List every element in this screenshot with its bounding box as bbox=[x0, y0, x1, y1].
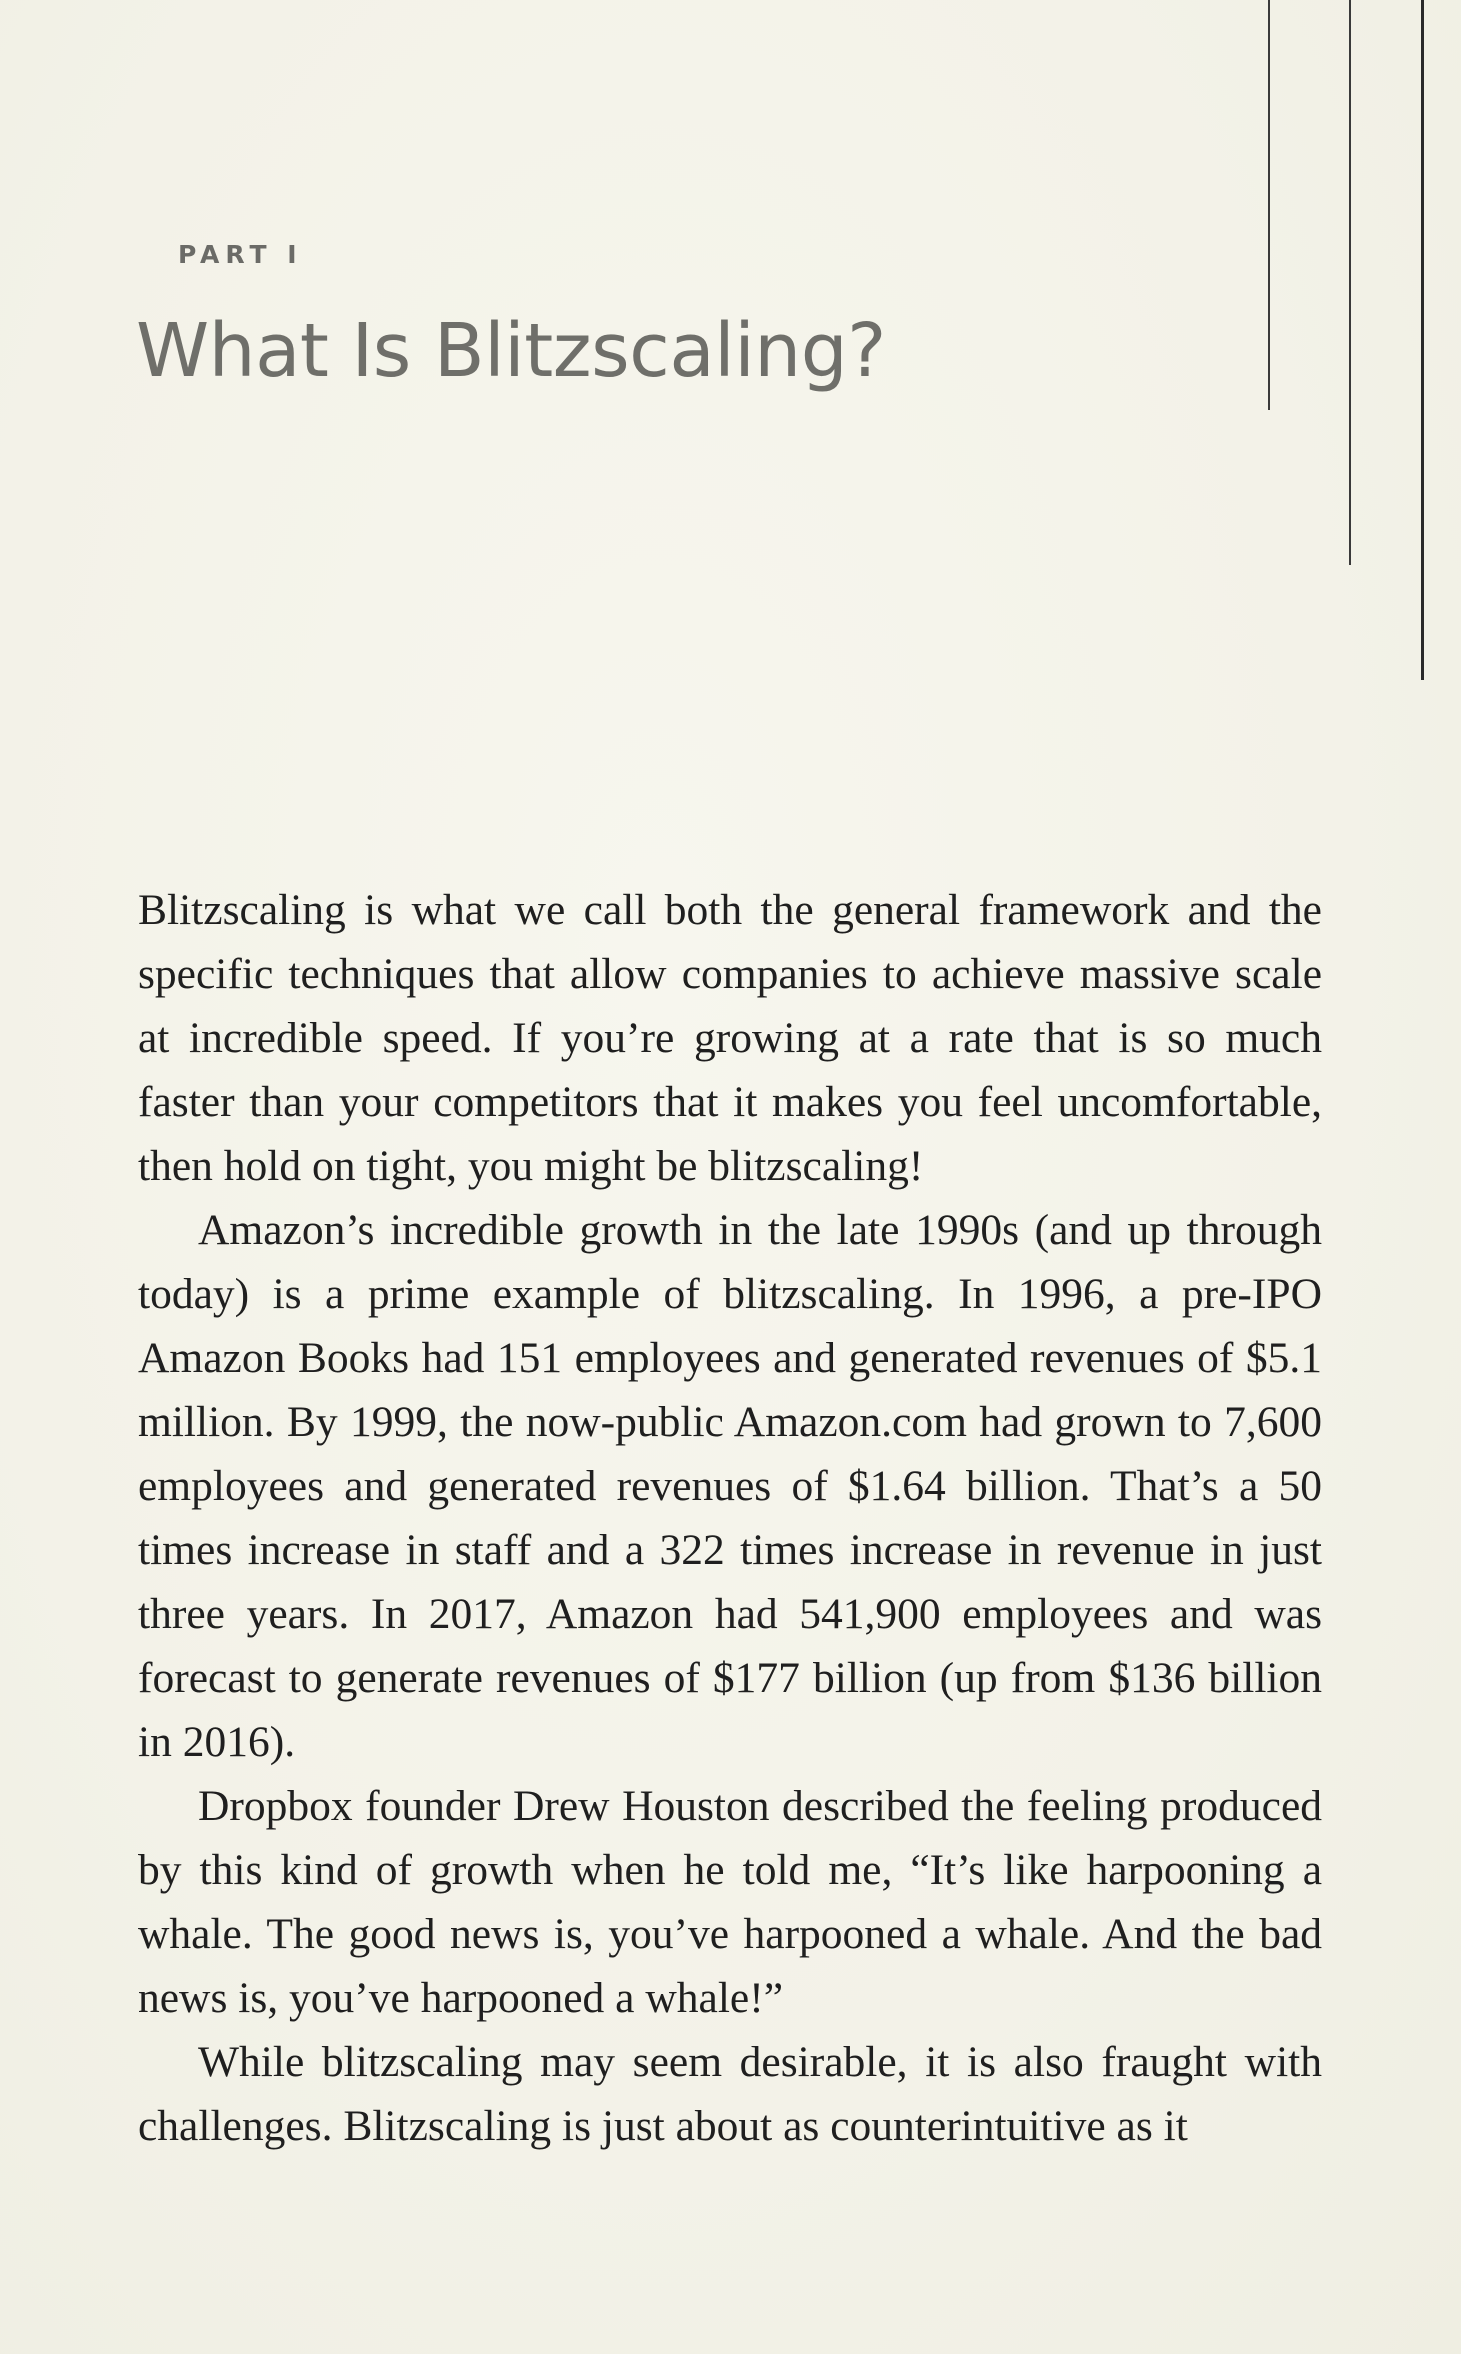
body-text bbox=[138, 878, 1322, 2158]
paragraph: Amazon’s incredible growth in the late 1990s (and up through today) is a prime example of blitzscaling. In 1996, a pre-IPO Amazon Books had 151 employees and generated revenues of $5.1 million. By 1999, the now-public Amazon.com had grown to 7,600 employees and generated revenues of $1.64 billion. That’s a 50 times increase in staff and a 322 times increase in revenue in just three years. In 2017, Amazon had 541,900 employees and was forecast to generate revenues of $177 billion (up from $136 billion in 2016). bbox=[138, 1206, 1322, 1766]
page-edge-line bbox=[1268, 0, 1270, 410]
chapter-title: What Is Blitzscaling? bbox=[136, 308, 886, 394]
page-edge-line bbox=[1349, 0, 1351, 565]
part-label: PART I bbox=[178, 240, 303, 269]
paragraph: Blitzscaling is what we call both the general framework and the specific techniques that allow companies to achieve massive scale at incredible speed. If you’re growing at a rate that is so much faster than your competitors that it makes you feel uncomfortable, then hold on tight, you might be blitzscaling! bbox=[138, 886, 1322, 1190]
paragraph: While blitzscaling may seem desirable, it is also fraught with challenges. Blitzscaling is just about as counterintuitive as it bbox=[138, 2038, 1322, 2150]
paragraph: Dropbox founder Drew Houston described the feeling produced by this kind of growth when he told me, “It’s like harpooning a whale. The good news is, you’ve harpooned a whale. And the bad news is, you’ve harpooned a whale!” bbox=[138, 1782, 1322, 2022]
page-edge-line bbox=[1421, 0, 1424, 680]
